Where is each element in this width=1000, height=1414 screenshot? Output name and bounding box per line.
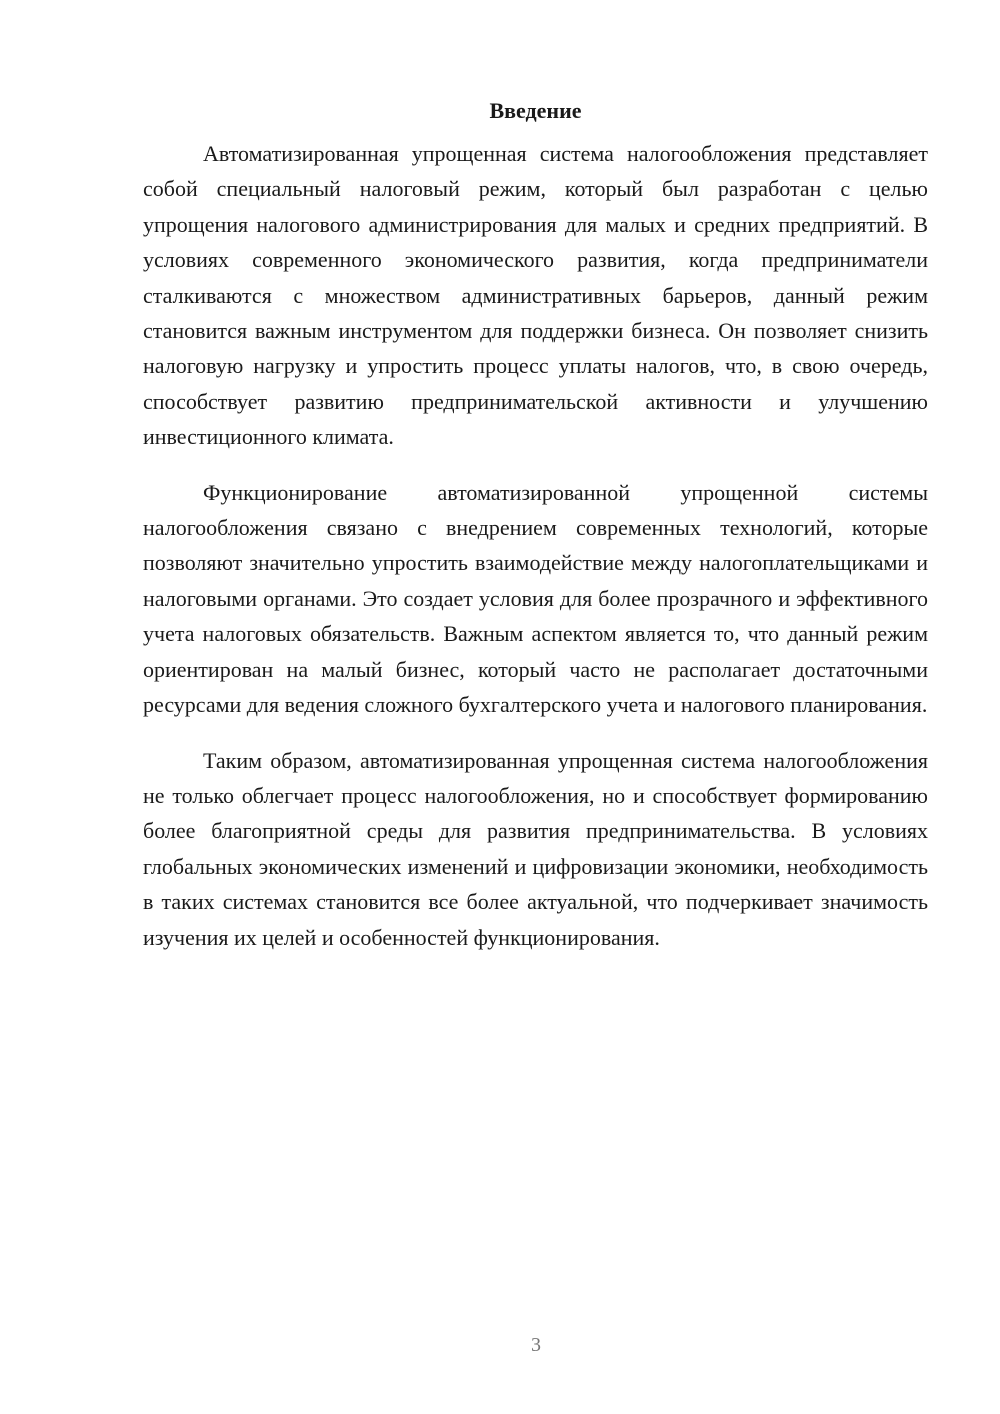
section-title: Введение [489,98,582,123]
paragraph-3: Таким образом, автоматизированная упрощенная система налогообложения не только облегчает процесс налогообложения, но и способствует формированию более благоприятной среды для развития предпринимательства. В условиях глобальных экономических изменений и цифровизации экономики, необходимость в таких системах становится все более актуальной, что подчеркивает значимость изучения их целей и особенностей функционирования. [143,747,928,950]
page-number: 3 [531,1334,541,1356]
page-content [143,96,928,975]
paragraph-1: Автоматизированная упрощенная система налогообложения представляет собой специальный налоговый режим, который был разработан с целью упрощения налогового администрирования для малых и средних предприятий. В условиях современного экономического развития, когда предприниматели сталкиваются с множеством административных барьеров, данный режим становится важным инструментом для поддержки бизнеса. Он позволяет снизить налоговую нагрузку и упростить процесс уплаты налогов, что, в свою очередь, способствует развитию предпринимательской активности и улучшению инвестиционного климата. [143,141,928,450]
paragraph-2: Функционирование автоматизированной упрощенной системы налогообложения связано с внедрением современных технологий, которые позволяют значительно упростить взаимодействие между налогоплательщиками и налоговыми органами. Это создает условия для более прозрачного и эффективного учета налоговых обязательств. Важным аспектом является то, что данный режим ориентирован на малый бизнес, который часто не располагает достаточными ресурсами для ведения сложного бухгалтерского учета и налогового планирования. [143,479,928,718]
